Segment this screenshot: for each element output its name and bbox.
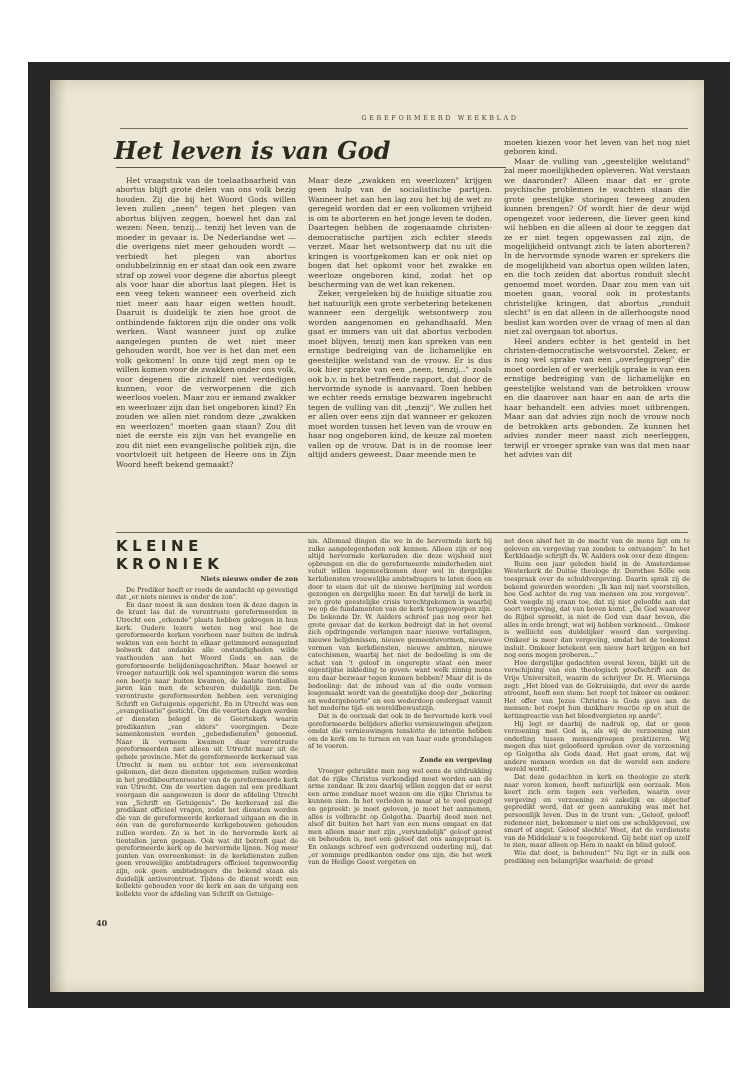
article-paragraph: Het vraagstuk van de toelaatbaarheid van abortus blijft grote delen van ons volk bezig houden. Zij die bij het Woord Gods willen leven zullen „neen" tegen het plegen van abortus blijven zeggen, hoewel het dan zal wezen: Neen, tenzij... tenzij het leven van de moeder in gevaar is. De Nederlandse wet — die overigens niet meer gehouden wordt — verbiedt het plegen van abortus ondubbelzinnig en er staat dan ook een zware straf op zowel voor degene die abortus pleegt als voor haar die abortus laat plegen. Het is een veeg teken wanneer een overheid zich niet meer aan haar eigen wetten houdt. Daaruit is duidelijk te zien hoe groot de ontbindende faktoren zijn die onder ons volk werken. Want wanneer juist op zulke aangelegen punten de wet niet meer gehouden wordt, hoe ver is het dan met een volk gekomen! In onze tijd zegt men op te willen komen voor de zwakken onder ons volk, voor degenen die zichzelf niet verdedigen kunnen, voor de verworpenen die zich weerloos voelen. Maar zou er iemand zwakker en weerlozer zijn dan het ongeboren kind? En zouden we allen niet rondom deze „zwakken en weerlozen" moeten gaan staan? Zou dit niet de eerste eis zijn van het evangelie en zou dit niet een evangelische politiek zijn, die voortvloeit uit hetgeen de Heere ons in Zijn Woord heeft bekend gemaakt? — [116, 176, 296, 469]
kroniek-paragraph: Dat deze gedachten in kerk en theologie zo sterk naar voren komen, heeft natuurlijk een oorzaak. Men keert zich erin tegen een verleden, waarin over vergeving en verzoening zó zakelijk en objectief gepredikt werd, dat er geen aanraking was met het persoonlijk leven. Dus in de trant van: „Geloof, geloof! redeneer niet, bekommer u niet om uw schuldgevoel, uw smart of angst. Geloof slechts! Weet, dat de verdienste van de Middelaar u is toegerekend. Gij hebt niet op uzelf te zien, maar alleen op Hem in naakt en blind geloof. — [504, 772, 690, 850]
article-paragraph: Heel anders echter is het gesteld in het christen-democratische wetsvoorstel. Zeker, er is nog wel sprake van een „overleggroep" die moet oordelen of er werkelijk sprake is van een ernstige bedreiging van de lichamelijke en geestelijke welstand van de betrokken vrouw en die daarover aan haar en aan de arts die haar behandelt een advies moet uitbrengen. Maar aan dat advies zijn noch de vrouw noch de betrokken arts gebonden. Ze kunnen het advies zonder meer naast zich neerleggen, terwijl er vroeger sprake van was dat men naar het advies van dit — [504, 336, 690, 459]
kroniek-column-1 — [116, 538, 298, 899]
article-paragraph: Maar deze „zwakken en weerlozen" krijgen geen hulp van de socialistische partijen. Wanneer het aan hen lag zou het bij de wet zo geregeld worden dat er een volkomen vrijheid is om te aborteren en het jonge leven te doden. Daartegen hebben de zogenaamde christen-democratische partijen zich echter steeds verzet. Maar het wetsontwerp dat nu uit die kringen is voortgekomen kan er ook niet op bogen dat het opkomt voor het zwakke en weerloze ongeboren kind, zodat het op bescherming van de wet kan rekenen. — [308, 176, 492, 289]
article-paragraph: moeten kiezen voor het leven van het nog niet geboren kind. — [504, 138, 690, 157]
article-title: Het leven is van God — [114, 136, 391, 165]
article-column-1 — [116, 176, 296, 469]
page-binding-shadow — [50, 80, 66, 992]
article-paragraph: Zeker, vergeleken bij de huidige situatie zou het natuurlijk een grote verbetering betekenen wanneer een dergelijk wetsontwerp zou worden aangenomen en gehandhaafd. Men gaat er immers van uit dat abortus verboden moet blijven, tenzij men kan spreken van een ernstige bedreiging van de lichamelijke en geestelijke welstand van de vrouw. Er is dus ook hier sprake van een „neen, tenzij..." zoals ook b.v. in het betreffende rapport, dat door de hervormde synode is aanvaard. Toen hebben we echter reeds ernstige bezwaren ingebracht tegen de vulling van dit „tenzij". We zullen het er allen over eens zijn dat wanneer er gekozen moet worden tussen het leven van de vrouw en haar nog ongeboren kind, de keuze zal moeten vallen op de vrouw. Dat is in de roomse leer altijd anders geweest. Daar meende men te — [308, 289, 492, 460]
kroniek-column-2 — [308, 538, 492, 867]
section-divider — [116, 532, 688, 533]
section-subhead: Niets nieuws onder de zon — [200, 574, 298, 583]
kroniek-paragraph: Hij legt er daarbij de nadruk op, dat er geen verzoening met God is, als wij de verzoening niet onderling tussen mensengroepen praktizeren. Wij mogen dus niet geloofeerd spreken over de verzoening op Golgotha als Gods daad. Het gaat erom, dat wij andere mensen worden en dat de wereld een andere wereld wordt. — [504, 719, 690, 774]
kroniek-paragraph: Wie dat doet, is behouden!" Nu ligt er in zulk een prediking een belangrijke waarheid: de grond — [504, 848, 690, 865]
title-rule — [116, 167, 506, 168]
magazine-page — [50, 80, 704, 992]
page-number: 40 — [96, 918, 108, 928]
article-paragraph: Maar de vulling van „geestelijke welstand" zal meer moeilijkheden opleveren. Wat verstaan we daaronder? Alleen maar dat er grote psychische problemen te wachten staan die grote geestelijke storingen teweeg zouden kunnen brengen? Of wordt hier de deur wijd opengezet voor iedereen, die liever geen kind wil hebben en die alleen al door te zeggen dat ze er niet tegen opgewassen zal zijn, de mogelijkheid ontvangt zich te laten aborteren? In de hervormde synode waren er sprekers die de mogelijkheid van abortus open wilden laten, en die toch zeiden dat abortus ronduit slecht genoemd moet worden. Daar zou men van uit moeten gaan, vooral ook in protestants christelijke kringen, dat abortus „ronduit slecht" is en dat alleen in de allerhoogste nood beslist kan worden over de vraag of men al dan niet zal overgaan tot abortus. — [504, 156, 690, 337]
kroniek-paragraph: nis. Allemaal dingen die we in de hervormde kerk bij zulke aangelegenheden ook kennen. Alleen zijn er nog altijd hervormde kerkeraden die deze wijsheid niet opbrengen en die de gereformeerde minderheden niet voluit willen tegemoetkomen door wel in dergelijke kerkdiensten vrouwelijke ambtsdragers te laten doen en door te eisen dat uit de nieuwe berijming zal worden gezongen en dergelijke meer. En dat terwijl de kerk in zo'n grote geestelijke crisis terechtgekomen is waarbij we op de fundamenten van de kerk teruggeworpen zijn. De bekende Dr. W. Aalders schreef pas nog over het grote gevaar dat de kerken bedreigt dat in het overal zich opdringende verlangen naar nieuwe vertalingen, nieuwe belijdenissen, nieuwe gemeentevormen, nieuwe vormen van kerkdiensten, nieuwe ambten, nieuwe catechismen, waarbij het niet de bedoeling is om de schat van 't geloof in ongerepte staat een meer eigentijdse inkleding te geven: want welk zinnig mens zou daar bezwaar tegen kunnen hebben? Maar dit is de bedoeling: dat de inhoud van al die oude vormen losgemaakt wordt van de geestelijke doop der „bekering en wedergeboorte" en een wederdoop ondergaat vanuit het moderne tijd- en wereldbewustzijn. — [308, 537, 492, 713]
running-head: GEREFORMEERD WEEKBLAD — [361, 114, 519, 122]
kroniek-paragraph: Dat is de oorzaak dat ook in de hervormde kerk veel gereformeerde belijders allerlei vernieuwingen afwijzen omdat die vernieuwingen tenslotte de intentie hebben om de kerk om te turnen en van haar oude grondslagen af te voeren. — [308, 712, 492, 751]
article-column-3 — [504, 138, 690, 459]
article-column-2 — [308, 176, 492, 460]
kroniek-paragraph: Ruim een jaar geleden hield in de Amsterdamse Westerkerk de Duitse theologe dr. Dorothee Sölle een toespraak over de schuldvergeving. Daarin sprak zij de bekend geworden woorden: „Ik kan mij niet voorstellen, hoe God achter de rug van mensen om zou vergeven". Ook voegde zij eraan toe, dat zij niet geloofde aan dat soort vergeving, dat van boven komt. „De God waarover de Bijbel spreekt, is niet de God van daar boven, die alles in orde brengt, wat wij hebben verknoeid... Omkeer is welliicht een duidelijker woord dan vergeving. Omkeer is meer dan vergeving, omdat het de toekomst insluit. Omkeer betekent een nieuw hart krijgen en het nog eens mogen proberen..." — [504, 559, 690, 660]
kroniek-column-3 — [504, 538, 690, 865]
kroniek-paragraph: Hoe dergelijke gedachten overal leven, blijkt uit de verschijning van een theologisch proefschrift aan de Vrije Universiteit, waarin de schrijver Dr. H. Wiersinga zegt: „Het bloed van de Gekruisigde, dat over de aarde stroomt, heeft een stem: het roept tot inkeer en omkeer. Het offer van Jezus Christus is Gods gave aan de mensen: het roept hun dankbare reactie op en stuit de kettingreactie van het bloedvergieten op aarde". — [504, 658, 690, 721]
kroniek-paragraph: net doen alsof het in de macht van de mens ligt om te geloven en vergeving van zonden te ontvangen". In het Kerkblaadje schrijft ds. W. Aalders ook over deze dingen: — [504, 537, 690, 561]
kroniek-paragraph: En daar moest ik aan denken toen ik deze dagen in de krant las dat de verontruste gereformeerden in Utrecht een „erkende" plaats hebben gekregen in hun kerk. Oudere lezers weten nog wel hoe de gereformeerde kerken voorheen naar buiten de indruk wekten van een hecht in elkaar getimmerd eensgezind bolwerk dat ondanks alle onstandigheden wilde vasthouden aan het Woord Gods en aan de gereformeerde belijdenisgeschriften. Maar hoewel er vroeger natuurlijk ook wel spanningen waren die soms een beetje naar buiten kwamen, de laatste tientallen jaren kan men de scheuren duidelijk zien. De verontruste gereformeerden hebben een vereniging Schrift en Getuigenis opgericht. En in Utrecht was een „evangelisatie" gesticht. Om die veertien dagen werden er diensten belegd in de Geertekerk waarin predikanten „van elders" voorgingen. Deze samenkomsten werden „gebedsdiensten" genoemd. Naar ik verneem kwamen daar verontruste gereformeerden niet alleen uit Utrecht maar uit de gehele provincie. Met de gereformeerde kerkeraad van Utrecht is men nu echter tot een overeenkomst gekomen, dat deze diensten opgenomen zullen worden in het predikbeurtenrooster van de gereformeerde kerk van Utrecht. Om de veertien dagen zal een predikant voorgaan die aangewezen is door de afdeling Utrecht van „Schrift en Getuigenis". De kerkeraad zal die predikant officieel vragen, zodat het diensten worden die van de gereformeerde kerkeraad uitgaan en die in één van de gereformeerde kerkgebouwen gehouden zullen worden. Zo is het in de hervormde kerk al tientallen jaren gegaan. Ook wat dit betreft gaat de gereformeerde kerk op de hervormde lijnen. Nog meer punten van overeenkomst: in de kerkdiensten zullen geen vrouwelijke ambtsdragers officieel tegenwoordig zijn, ook geen ambtsdragers die bekend staan als duidelijk antiverontrust. Tijdens de dienst wordt een kollekte gehouden voor de kerk en aan de uitgang een kollekte voor de afdeling van Schrift en Getuige- — [116, 600, 298, 898]
header-rule — [120, 128, 688, 129]
section-title: KLEINE KRONIEK — [116, 537, 224, 573]
section-subhead: Zonde en vergeving — [419, 756, 492, 765]
kroniek-paragraph: Vroeger gebruikte men nog wel eens de uitdrukking dat de rijke Christus verkondigd moet worden aan de arme zondaar. Ik zou daarbij willen zeggen dat er eerst een arme zondaar moet wezen om die rijke Christus te kunnen zien. In het verleden is maar al te veel gezegd en gepreekt: je moet geloven, je moet het aannemen, alles is volbracht op Golgotha. Daarbij deed men net alsof dit buiten het hart van een mens omgaat en dat men alleen maar met zijn „verstandelijk" geloof gered en behouden is, met een geloof dat ons aangepraat is. En onlangs schreef een godvrezend ouderling mij, dat „er sommige predikanten onder ons zijn, die het werk van de Heilige Geest vergeten en — [308, 766, 492, 867]
kroniek-paragraph: De Prediker heeft er reeds de aandacht op gevestigd dat „er niets nieuws is onder de zon". — [116, 585, 298, 602]
